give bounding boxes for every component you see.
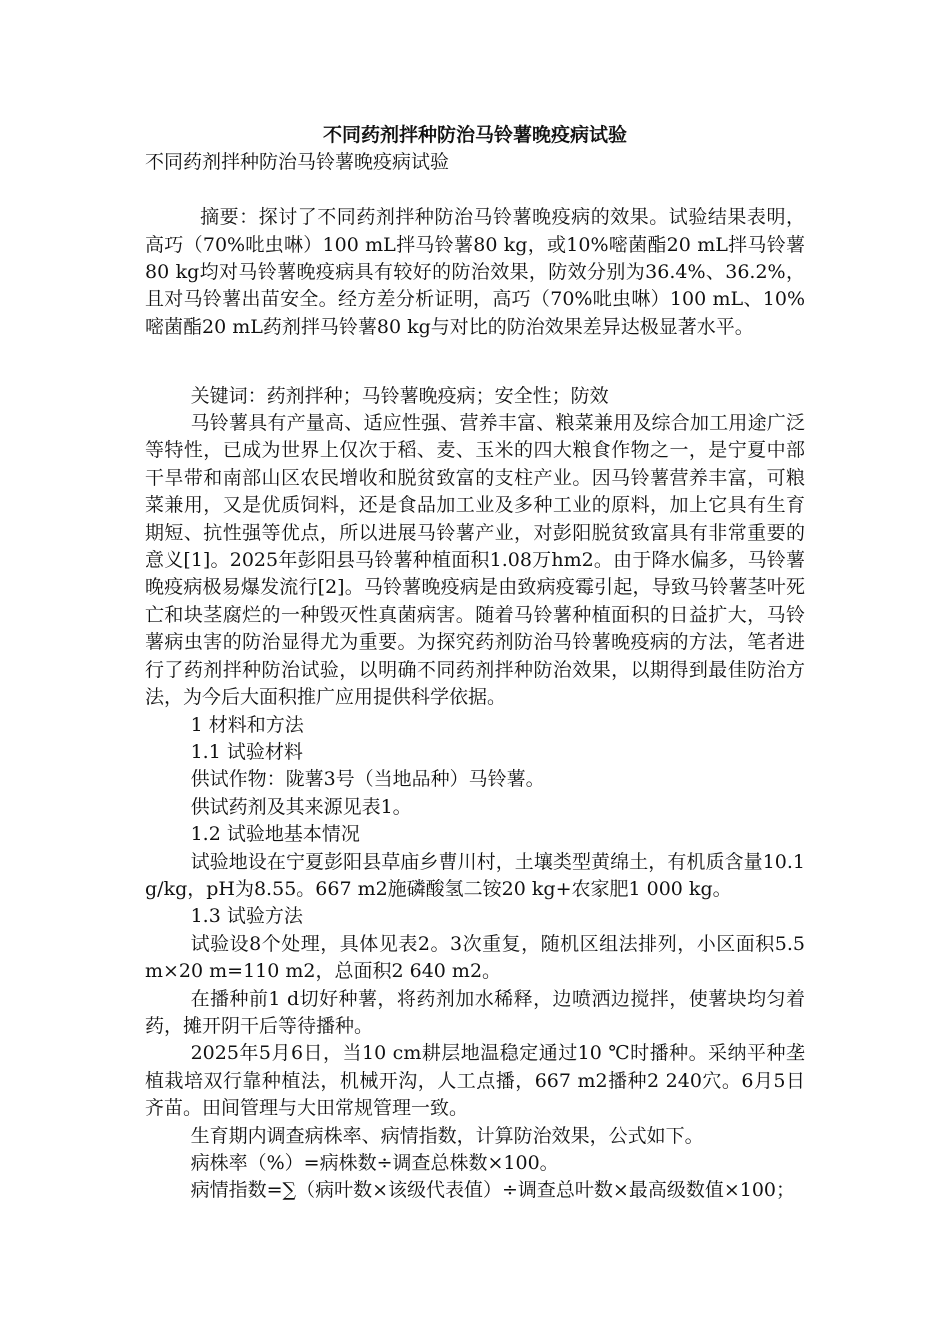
prep-paragraph: 在播种前1 d切好种薯，将药剂加水稀释，边喷洒边搅拌，使薯块均匀着药，摊开阴干后等待播种。: [145, 987, 805, 1037]
document-subtitle: 不同药剂拌种防治马铃薯晚疫病试验: [145, 151, 450, 174]
spacer: [145, 341, 805, 368]
section-heading-1-1: 1.1 试验材料: [190, 740, 303, 763]
survey-paragraph: 生育期内调查病株率、病情指数，计算防治效果，公式如下。: [190, 1124, 704, 1147]
section-heading-1-3: 1.3 试验方法: [190, 905, 303, 928]
design-paragraph: 试验设8个处理，具体见表2。3次重复，随机区组法排列，小区面积5.5 m×20 m=110 m2，总面积2 640 m2。: [145, 932, 805, 983]
document-page: [145, 122, 805, 1205]
section-heading-1: 1 材料和方法: [190, 713, 304, 736]
site-paragraph: 试验地设在宁夏彭阳县草庙乡曹川村，土壤类型黄绵土，有机质含量10.1 g/kg，pH为8.55。667 m2施磷酸氢二铵20 kg+农家肥1 000 kg。: [145, 850, 805, 900]
formula-disease-index: 病情指数=∑（病叶数×该级代表值）÷调查总叶数×最高级数值×100；: [190, 1179, 796, 1202]
agent-paragraph: 供试药剂及其来源见表1。: [190, 795, 412, 818]
abstract-paragraph: 摘要：探讨了不同药剂拌种防治马铃薯晚疫病的效果。试验结果表明，高巧（70%吡虫啉）100 mL拌马铃薯80 kg，或10%嘧菌酯20 mL拌马铃薯80 kg均对马铃薯晚疫病具有较好的防治效果，防效分别为36.4%、36.2%，且对马铃薯出苗安全。经方差分析证明，高巧（70%吡虫啉）100 mL、10%嘧菌酯20 mL药剂拌马铃薯80 kg与对比的防治效果差异达极显著水平。: [145, 206, 805, 338]
formula-incidence: 病株率（%）=病株数÷调查总株数×100。: [190, 1152, 559, 1174]
document-title: 不同药剂拌种防治马铃薯晚疫病试验: [322, 124, 627, 146]
sowing-paragraph: 2025年5月6日，当10 cm耕层地温稳定通过10 ℃时播种。采纳平种垄植栽培双行靠种植法，机械开沟，人工点播，667 m2播种2 240穴。6月5日齐苗。田间管理与大田常规管理一致。: [145, 1042, 805, 1120]
spacer: [145, 369, 805, 383]
spacer: [145, 177, 805, 204]
keywords-line: 关键词：药剂拌种；马铃薯晚疫病；安全性；防效: [190, 384, 609, 407]
intro-paragraph: 马铃薯具有产量高、适应性强、营养丰富、粮菜兼用及综合加工用途广泛等特性，已成为世界上仅次于稻、麦、玉米的四大粮食作物之一，是宁夏中部干旱带和南部山区农民增收和脱贫致富的支柱产业。因马铃薯营养丰富，可粮菜兼用，又是优质饲料，还是食品加工业及多种工业的原料，加上它具有生育期短、抗性强等优点，所以进展马铃薯产业，对彭阳脱贫致富具有非常重要的意义[1]。2025年彭阳县马铃薯种植面积1.08万hm2。由于降水偏多，马铃薯晚疫病极易爆发流行[2]。马铃薯晚疫病是由致病疫霉引起，导致马铃薯茎叶死亡和块茎腐烂的一种毁灭性真菌病害。随着马铃薯种植面积的日益扩大，马铃薯病虫害的防治显得尤为重要。为探究药剂防治马铃薯晚疫病的方法，笔者进行了药剂拌种防治试验，以明确不同药剂拌种防治效果，以期得到最佳防治方法，为今后大面积推广应用提供科学依据。: [145, 412, 805, 709]
section-heading-1-2: 1.2 试验地基本情况: [190, 823, 360, 846]
crop-paragraph: 供试作物：陇薯3号（当地品种）马铃薯。: [190, 768, 545, 791]
